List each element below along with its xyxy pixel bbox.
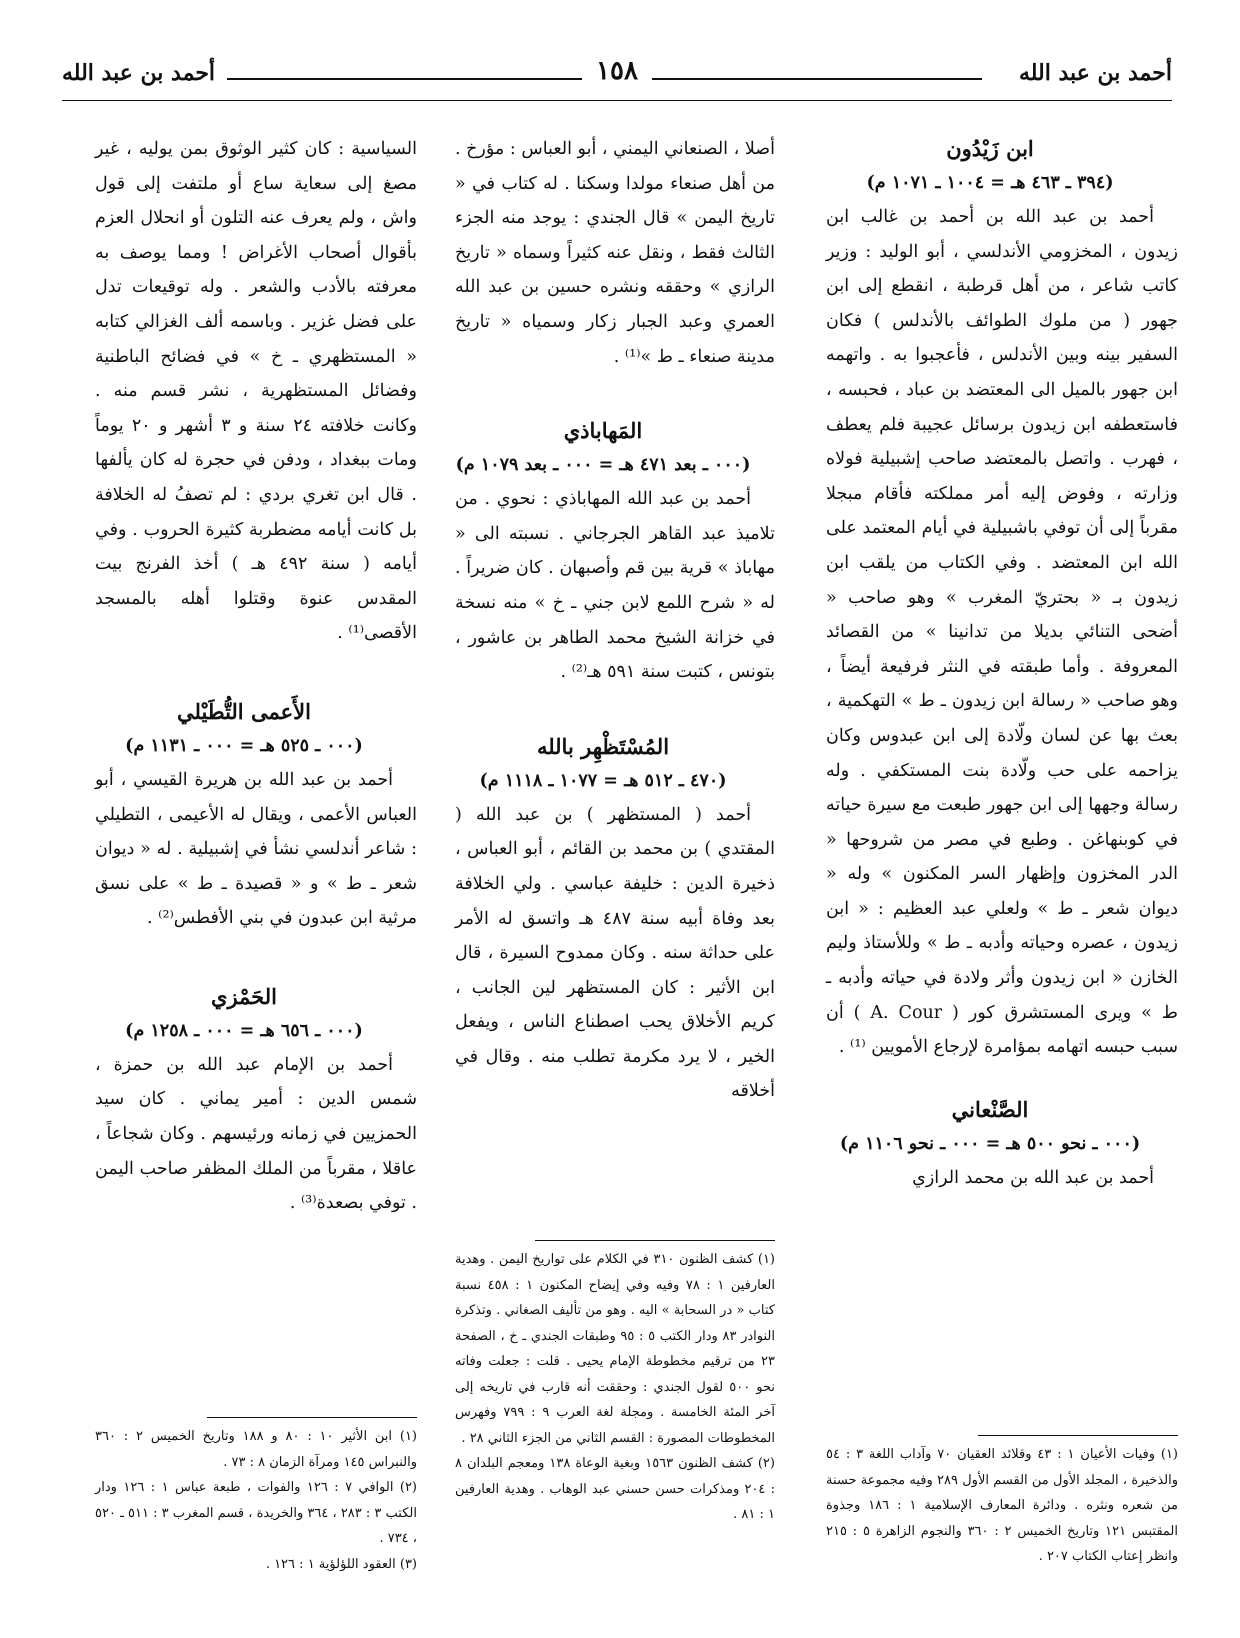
entry-dates: (٤٧٠ ـ ٥١٢ هـ = ١٠٧٧ ـ ١١١٨ م) [479, 770, 727, 791]
entry-title: ابن زَيْدُون [946, 136, 1034, 161]
entry-text: أحمد بن عبد الله بن محمد الرازي [912, 1167, 1154, 1188]
footnote: (١) وفيات الأعيان ١ : ٤٣ وقلائد العقيان ٧٠ وآداب اللغة ٣ : ٥٤ والذخيرة ، المجلد الأول من القسم الأول ٢٨٩ وفيه مجموعة حسنة من شعره ونثره . ودائرة المعارف الإسلامية ١ : ١٨٦ وجذوة المقتبس ١٢١ وتاريخ الخميس ٢ : ٣٦٠ والنجوم الزاهرة ٥ : ٢١٥ وانظر إعتاب الكتاب ٢٠٧ . [826, 1447, 1178, 1564]
entry-text-continued: أصلا ، الصنعاني اليمني ، أبو العباس : مؤرخ . من أهل صنعاء مولدا وسكنا . له كتاب في « تاريخ اليمن » قال الجندي : يوجد منه الجزء الثالث فقط ، ونقل عنه كثيراً وسماه « تاريخ الرازي » وحققه ونشره حسين بن عبد الله العمري وعبد الجبار زكار وسمياه « تاريخ مدينة صنعاء ـ ط »⁽¹⁾ . [455, 139, 775, 367]
footnote: (١) كشف الظنون ٣١٠ في الكلام على تواريخ اليمن . وهدية العارفين ١ : ٧٨ وفيه وفي إيضاح المكنون ١ : ٤٥٨ نسبة كتاب « در السحابة » اليه . وهو من تأليف الصغاني . وتذكرة النوادر ٨٣ ودار الكتب ٥ : ٩٥ وطبقات الجندي ـ خ ، الصفحة ٢٣ من ترقيم مخطوطة الإمام يحيى . قلت : جعلت وفاته نحو ٥٠٠ لقول الجندي : وحققت أنه قارب في تاريخه إلى آخر المئة الخامسة . ومجلة لغة العرب ٩ : ٧٩٩ وفهرس المخطوطات المصورة : القسم الثاني من الجزء الثاني ٢٨ . [455, 1252, 776, 1446]
column-left [95, 132, 417, 1221]
entry-mahabadhi [455, 414, 775, 690]
entry-text: أحمد ( المستظهر ) بن عبد الله ( المقتدي ) بن محمد بن القائم ، أبو العباس ، ذخيرة الدين : خليفة عباسي . ولي الخلافة بعد وفاة أبيه سنة ٤٨٧ هـ واتسق له الأمر على حداثة سنه . وكان ممدوح السيرة ، قال ابن الأثير : كان المستظهر لين الجانب ، كريم الأخلاق يحب اصطناع الناس ، ويفعل الخير ، لا يرد مكرمة تطلب منه . وقال في أخلاقه [455, 804, 775, 1102]
entry-ibn-zaydun [826, 132, 1178, 1065]
column-middle [455, 132, 775, 1109]
entry-title: الصَّنْعاني [951, 1096, 1029, 1122]
header-right-title: أحمد بن عبد الله [1018, 60, 1172, 86]
entry-dates: (٠٠٠ ـ نحو ٥٠٠ هـ = ٠٠٠ ـ نحو ١١٠٦ م) [839, 1133, 1141, 1154]
running-header [62, 58, 1172, 102]
footnote: (٢) كشف الظنون ١٥٦٣ وبغية الوعاة ١٣٨ ومعجم البلدان ٨ : ٢٠٤ ومذكرات حسن حسني عبد الوهاب . وهدية العارفين ١ : ٨١ . [455, 1456, 775, 1522]
header-underline [62, 100, 1172, 101]
entry-text: أحمد بن عبد الله بن أحمد بن غالب ابن زيدون ، المخزومي الأندلسي ، أبو الوليد : وزير كاتب شاعر ، من أهل قرطبة ، انقطع إلى ابن جهور ( من ملوك الطوائف بالأندلس ) فكان السفير بينه وبين الأندلس ، فأعجبوا به . واتهمه ابن جهور بالميل الى المعتضد بن عباد ، فحبسه ، فاستعطفه ابن زيدون برسائل عجيبة فلم يعطف ، فهرب . واتصل بالمعتضد صاحب إشبيلية فولاه وزارته ، وفوض إليه أمر مملكته فأقام مبجلا مقرباً إلى أن توفي باشبيلية في أيام المعتمد على الله ابن المعتضد . وفي الكتاب من يلقب ابن زيدون بـ « بحتريّ المغرب » وهو صاحب « أضحى التنائي بديلا من تدانينا » من القصائد المعروفة . وأما طبقته في النثر فرفيعة أيضاً ، وهو صاحب « رسالة ابن زيدون ـ ط » التهكمية ، بعث بها عن لسان ولّادة إلى ابن عبدوس وكان يزاحمه على حب ولّادة بنت المستكفي . وله رسالة وجهها إلى ابن جهور طبعت مع سيرة حياته في كوبنهاغن . وطبع في مصر من شروحها « الدر المخزون وإظهار السر المكنون » وله « ديوان شعر ـ ط » ولعلي عبد العظيم : « ابن زيدون ، عصره وحياته وأدبه ـ ط » وللأستاذ وليم الخازن « ابن زيدون وأثر ولادة في حياته وأدبه ـ ط » ويرى المستشرق كور ( A. Cour ) أن سبب حبسه اتهامه بمؤامرة لإرجاع الأمويين ⁽¹⁾ . [826, 207, 1178, 1058]
entry-dates: (٠٠٠ ـ ٥٢٥ هـ = ٠٠٠ ـ ١١٣١ م) [125, 735, 363, 756]
entry-text: أحمد بن عبد الله بن هريرة القيسي ، أبو العباس الأعمى ، ويقال له الأعيمى ، التطيلي : شاعر أندلسي نشأ في إشبيلية . له « ديوان شعر ـ ط » و « قصيدة ـ ط » على نسق مرثية ابن عبدون في بني الأفطس⁽²⁾ . [95, 769, 417, 929]
entry-text-continued: السياسية : كان كثير الوثوق بمن يوليه ، غير مصغ إلى سعاية ساع أو ملتفت إلى قول واش ، ولم يعرف عنه التلون أو انحلال العزم بأقوال أصحاب الأغراض ! ومما يوصف به معرفته بالأدب والشعر . وله توقيعات تدل على فضل غزير . وباسمه ألف الغزالي كتابه « المستظهري ـ خ » في فضائح الباطنية وفضائل المستظهرية ، نشر قسم منه . وكانت خلافته ٢٤ سنة و ٣ أشهر و ٢٠ يوماً ومات ببغداد ، ودفن في حجرة له كان يألفها . قال ابن تغري بردي : لم تصفُ له الخلافة بل كانت أيامه مضطربة كثيرة الحروب . وفي أيامه ( سنة ٤٩٢ هـ ) أخذ الفرنج بيت المقدس عنوة وقتلوا أهله بالمسجد الأقصى⁽¹⁾ . [95, 139, 417, 644]
entry-title: الحَمْزي [211, 983, 277, 1009]
entry-sanani [826, 1093, 1178, 1196]
column-right [826, 132, 1178, 1195]
footnote: (٢) الوافي ٧ : ١٢٦ والفوات ، طبعة عباس ١ : ١٢٦ ودار الكتب ٣ : ٢٨٣ ، ٣٦٤ والخريدة ، قسم المغرب ٣ : ٥١١ ـ ٥٢٠ ، ٧٣٤ . [95, 1480, 417, 1546]
footnote-rule [207, 1417, 417, 1418]
footnotes-left [95, 1407, 417, 1577]
footnotes-middle [455, 1230, 775, 1528]
footnote: (١) ابن الأثير ١٠ : ٨٠ و ١٨٨ وتاريخ الخميس ٢ : ٣٦٠ والنبراس ١٤٥ ومرآة الزمان ٨ : ٧٣ . [95, 1429, 417, 1470]
footnote-rule [978, 1435, 1178, 1436]
entry-hamzi [95, 980, 417, 1221]
footnote-rule [535, 1240, 775, 1241]
entry-text: أحمد بن عبد الله المهاباذي : نحوي . من تلاميذ عبد القاهر الجرجاني . نسبته الى « مهاباذ » قرية بين قم وأصبهان . كان ضريراً . له « شرح اللمع لابن جني ـ خ » منه نسخة في خزانة الشيخ محمد الطاهر بن عاشور ، بتونس ، كتبت سنة ٥٩١ هـ⁽²⁾ . [455, 489, 775, 683]
entry-mustazhir [455, 730, 775, 1109]
footnotes-right [826, 1425, 1178, 1570]
entry-title: الأَعمى التُّطَيْلي [177, 698, 311, 724]
entry-dates: (٠٠٠ ـ ٦٥٦ هـ = ٠٠٠ ـ ١٢٥٨ م) [125, 1020, 363, 1041]
entry-aama-tutayli [95, 695, 417, 936]
header-left-title: أحمد بن عبد الله [62, 60, 216, 86]
entry-title: المَهاباذي [563, 418, 643, 444]
entry-dates: (٣٩٤ ـ ٤٦٣ هـ = ١٠٠٤ ـ ١٠٧١ م) [866, 173, 1114, 193]
page-number: ١٥٨ [582, 56, 652, 86]
entry-text: أحمد بن الإمام عبد الله بن حمزة ، شمس الدين : أمير يماني . كان سيد الحمزيين في زمانه ورئيسهم . وكان شجاعاً ، عاقلا ، مقرباً من الملك المظفر صاحب اليمن . توفي بصعدة⁽³⁾ . [95, 1054, 417, 1214]
entry-dates: (٠٠٠ ـ بعد ٤٧١ هـ = ٠٠٠ ـ بعد ١٠٧٩ م) [455, 455, 751, 476]
entry-title: المُسْتَظْهِر بالله [536, 733, 670, 759]
footnote: (٣) العقود اللؤلؤية ١ : ١٢٦ . [265, 1556, 417, 1572]
